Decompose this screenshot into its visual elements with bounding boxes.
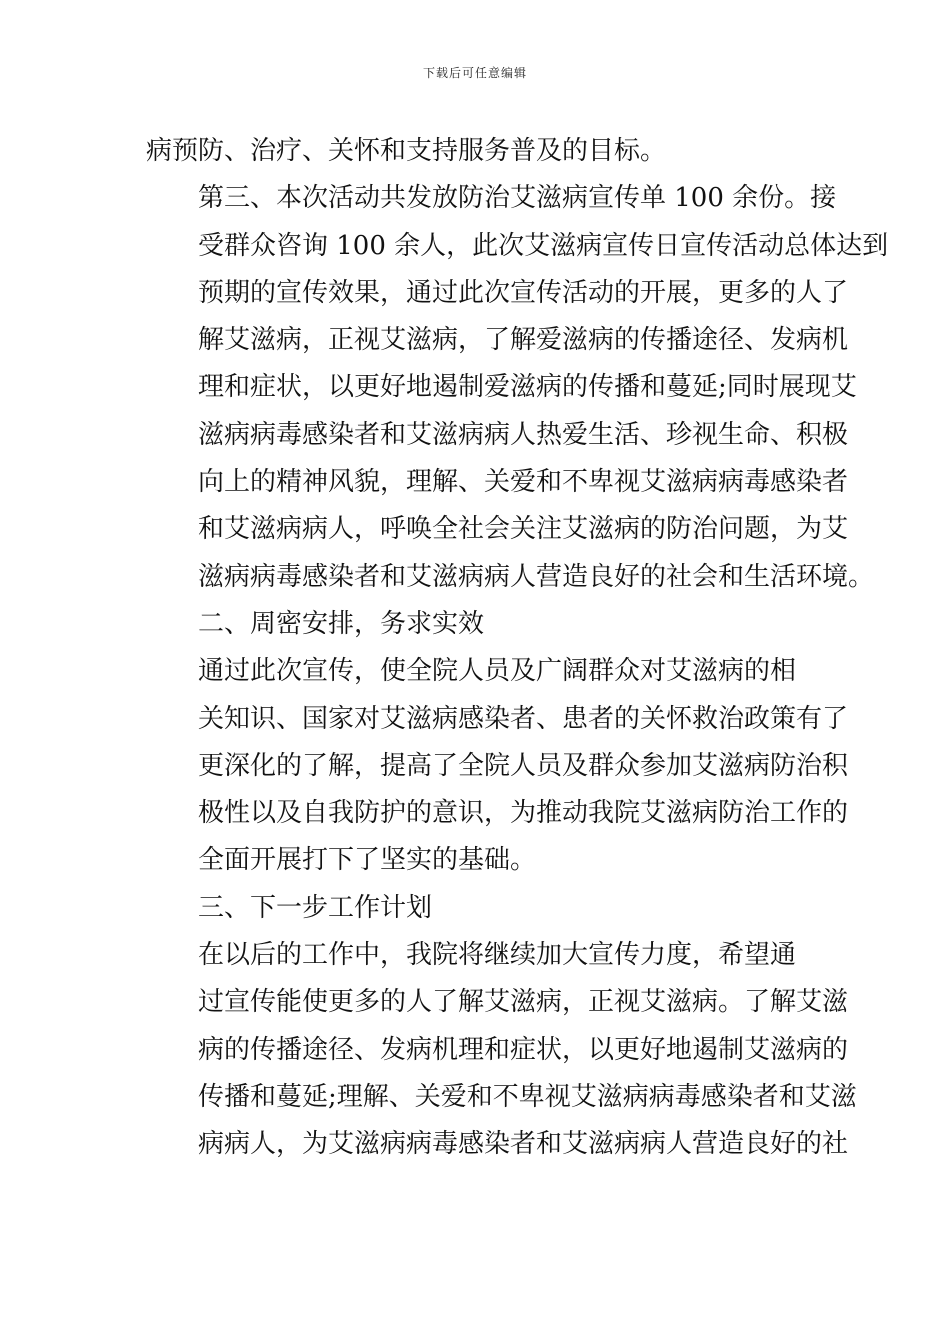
page-header-note: 下载后可任意编辑 — [422, 66, 527, 80]
text-line: 和艾滋病病人，呼唤全社会关注艾滋病的防治问题，为艾 — [198, 514, 849, 545]
paragraph — [146, 885, 806, 932]
text-line: 理和症状，以更好地遏制爱滋病的传播和蔓延;同时展现艾 — [198, 372, 857, 403]
text-line: 病预防、治疗、关怀和支持服务普及的目标。 — [146, 136, 667, 166]
text-line: 传播和蔓延;理解、关爱和不卑视艾滋病病毒感染者和艾滋 — [198, 1081, 857, 1112]
text-line: 通过此次宣传，使全院人员及广阔群众对艾滋病的相 — [198, 656, 797, 687]
text-line: 受群众咨询 100 余人，此次艾滋病宣传日宣传活动总体达到 — [198, 230, 889, 261]
text-line: 在以后的工作中，我院将继续加大宣传力度，希望通 — [198, 940, 797, 971]
text-line: 二、周密安排，务求实效 — [198, 608, 485, 639]
text-line: 第三、本次活动共发放防治艾滋病宣传单 100 余份。接 — [198, 183, 837, 214]
text-line: 关知识、国家对艾滋病感染者、患者的关怀救治政策有了 — [198, 703, 849, 734]
text-line: 全面开展打下了坚实的基础。 — [198, 845, 537, 876]
body-text — [146, 128, 889, 1169]
paragraph — [146, 932, 857, 1168]
text-line: 向上的精神风貌，理解、关爱和不卑视艾滋病病毒感染者 — [198, 467, 849, 498]
paragraph — [146, 601, 806, 648]
paragraph — [146, 175, 889, 601]
text-line: 滋病病毒感染者和艾滋病病人热爱生活、珍视生命、积极 — [198, 419, 849, 450]
text-line: 三、下一步工作计划 — [198, 892, 433, 923]
text-line: 更深化的了解，提高了全院人员及群众参加艾滋病防治积 — [198, 750, 849, 781]
paragraph — [146, 648, 849, 884]
text-line: 预期的宣传效果，通过此次宣传活动的开展，更多的人了 — [198, 277, 849, 308]
text-line: 滋病病毒感染者和艾滋病病人营造良好的社会和生活环境。 — [198, 561, 875, 592]
text-line: 解艾滋病，正视艾滋病，了解爱滋病的传播途径、发病机 — [198, 325, 849, 356]
text-line: 过宣传能使更多的人了解艾滋病，正视艾滋病。了解艾滋 — [198, 987, 849, 1018]
text-line: 病的传播途径、发病机理和症状，以更好地遏制艾滋病的 — [198, 1034, 849, 1065]
text-line: 极性以及自我防护的意识，为推动我院艾滋病防治工作的 — [198, 798, 849, 829]
paragraph — [146, 128, 806, 175]
text-line: 病病人，为艾滋病病毒感染者和艾滋病病人营造良好的社 — [198, 1129, 849, 1160]
